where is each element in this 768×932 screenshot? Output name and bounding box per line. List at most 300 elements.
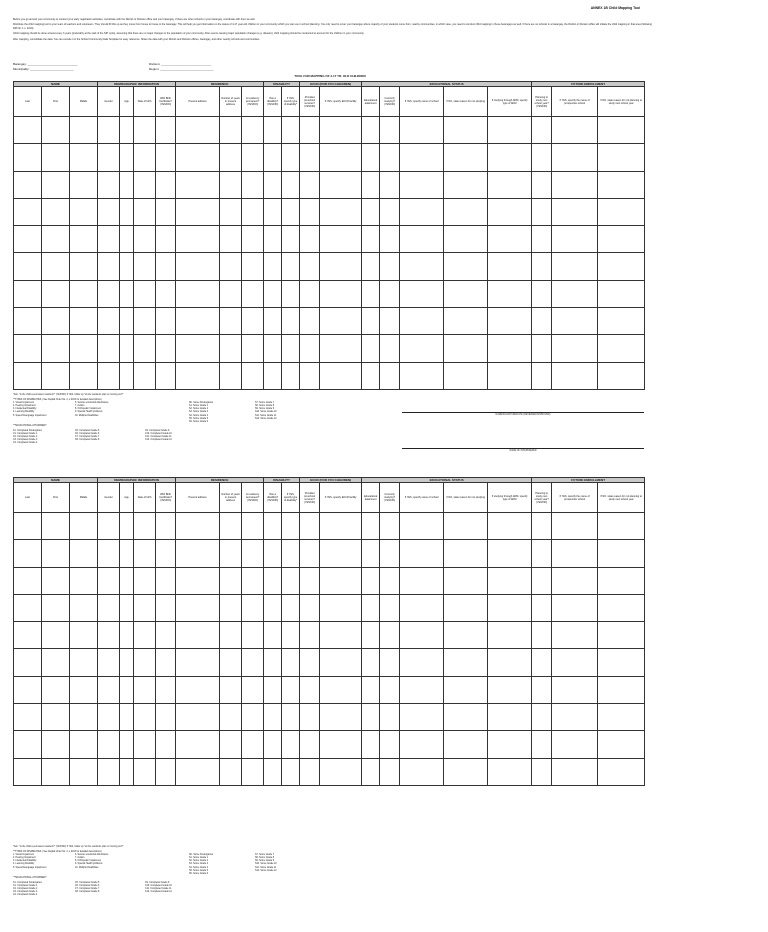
entry-cell[interactable] [532, 198, 552, 225]
entry-cell[interactable] [134, 144, 156, 171]
entry-cell[interactable] [362, 622, 380, 649]
entry-cell[interactable] [400, 540, 444, 567]
entry-cell[interactable] [282, 731, 300, 758]
entry-cell[interactable] [532, 649, 552, 676]
entry-cell[interactable] [444, 758, 488, 785]
entry-cell[interactable] [98, 335, 120, 362]
entry-cell[interactable] [134, 649, 156, 676]
entry-cell[interactable] [532, 676, 552, 703]
entry-cell[interactable] [488, 362, 532, 389]
barangay-field[interactable]: Barangay: ______________________________ [13, 62, 78, 66]
entry-cell[interactable] [70, 676, 98, 703]
entry-cell[interactable] [282, 144, 300, 171]
entry-cell[interactable] [488, 144, 532, 171]
entry-cell[interactable] [42, 226, 70, 253]
entry-cell[interactable] [598, 704, 645, 731]
entry-cell[interactable] [444, 308, 488, 335]
entry-cell[interactable] [532, 622, 552, 649]
entry-cell[interactable] [156, 567, 176, 594]
entry-cell[interactable] [70, 649, 98, 676]
entry-cell[interactable] [176, 362, 220, 389]
entry-cell[interactable] [264, 704, 282, 731]
entry-cell[interactable] [300, 731, 320, 758]
entry-cell[interactable] [156, 171, 176, 198]
entry-cell[interactable] [156, 731, 176, 758]
entry-cell[interactable] [282, 622, 300, 649]
entry-cell[interactable] [98, 253, 120, 280]
entry-cell[interactable] [176, 649, 220, 676]
entry-cell[interactable] [598, 731, 645, 758]
entry-cell[interactable] [120, 540, 134, 567]
entry-cell[interactable] [282, 280, 300, 307]
entry-cell[interactable] [42, 622, 70, 649]
entry-cell[interactable] [98, 622, 120, 649]
entry-cell[interactable] [156, 676, 176, 703]
entry-cell[interactable] [532, 540, 552, 567]
entry-cell[interactable] [120, 362, 134, 389]
entry-cell[interactable] [400, 704, 444, 731]
entry-cell[interactable] [362, 280, 380, 307]
entry-cell[interactable] [552, 362, 598, 389]
entry-cell[interactable] [598, 171, 645, 198]
entry-cell[interactable] [176, 676, 220, 703]
entry-cell[interactable] [134, 280, 156, 307]
entry-cell[interactable] [380, 280, 400, 307]
entry-cell[interactable] [300, 362, 320, 389]
entry-cell[interactable] [282, 198, 300, 225]
entry-cell[interactable] [400, 676, 444, 703]
entry-cell[interactable] [42, 704, 70, 731]
entry-cell[interactable] [598, 253, 645, 280]
entry-cell[interactable] [532, 731, 552, 758]
entry-cell[interactable] [134, 731, 156, 758]
entry-cell[interactable] [488, 280, 532, 307]
entry-cell[interactable] [70, 335, 98, 362]
entry-cell[interactable] [156, 226, 176, 253]
entry-cell[interactable] [176, 280, 220, 307]
entry-cell[interactable] [300, 513, 320, 540]
entry-cell[interactable] [552, 704, 598, 731]
entry-cell[interactable] [264, 362, 282, 389]
entry-cell[interactable] [444, 513, 488, 540]
entry-cell[interactable] [552, 731, 598, 758]
entry-cell[interactable] [176, 594, 220, 621]
entry-cell[interactable] [134, 171, 156, 198]
entry-cell[interactable] [220, 758, 242, 785]
entry-cell[interactable] [220, 117, 242, 144]
entry-cell[interactable] [98, 198, 120, 225]
entry-cell[interactable] [242, 308, 264, 335]
entry-cell[interactable] [264, 594, 282, 621]
entry-cell[interactable] [282, 704, 300, 731]
entry-cell[interactable] [362, 253, 380, 280]
entry-cell[interactable] [488, 171, 532, 198]
entry-cell[interactable] [400, 144, 444, 171]
entry-cell[interactable] [320, 649, 362, 676]
entry-cell[interactable] [176, 567, 220, 594]
entry-cell[interactable] [300, 622, 320, 649]
entry-cell[interactable] [400, 198, 444, 225]
entry-cell[interactable] [380, 144, 400, 171]
entry-cell[interactable] [300, 594, 320, 621]
entry-cell[interactable] [532, 226, 552, 253]
entry-cell[interactable] [42, 513, 70, 540]
entry-cell[interactable] [156, 144, 176, 171]
entry-cell[interactable] [42, 362, 70, 389]
entry-cell[interactable] [320, 594, 362, 621]
entry-cell[interactable] [70, 144, 98, 171]
entry-cell[interactable] [42, 731, 70, 758]
entry-cell[interactable] [380, 226, 400, 253]
entry-cell[interactable] [98, 649, 120, 676]
entry-cell[interactable] [14, 117, 42, 144]
entry-cell[interactable] [444, 594, 488, 621]
entry-cell[interactable] [242, 335, 264, 362]
entry-cell[interactable] [14, 758, 42, 785]
entry-cell[interactable] [444, 731, 488, 758]
entry-cell[interactable] [70, 198, 98, 225]
entry-cell[interactable] [220, 253, 242, 280]
entry-cell[interactable] [552, 144, 598, 171]
entry-cell[interactable] [444, 226, 488, 253]
entry-cell[interactable] [264, 280, 282, 307]
entry-cell[interactable] [598, 594, 645, 621]
entry-cell[interactable] [156, 622, 176, 649]
entry-cell[interactable] [156, 704, 176, 731]
entry-cell[interactable] [156, 335, 176, 362]
entry-cell[interactable] [220, 308, 242, 335]
entry-cell[interactable] [400, 622, 444, 649]
entry-cell[interactable] [444, 117, 488, 144]
entry-cell[interactable] [362, 567, 380, 594]
entry-cell[interactable] [120, 335, 134, 362]
entry-cell[interactable] [134, 676, 156, 703]
entry-cell[interactable] [220, 144, 242, 171]
entry-cell[interactable] [362, 513, 380, 540]
entry-cell[interactable] [242, 649, 264, 676]
entry-cell[interactable] [176, 226, 220, 253]
entry-cell[interactable] [120, 226, 134, 253]
entry-cell[interactable] [488, 649, 532, 676]
entry-cell[interactable] [598, 308, 645, 335]
entry-cell[interactable] [598, 649, 645, 676]
entry-cell[interactable] [134, 226, 156, 253]
entry-cell[interactable] [156, 758, 176, 785]
entry-cell[interactable] [156, 649, 176, 676]
entry-cell[interactable] [362, 308, 380, 335]
entry-cell[interactable] [532, 308, 552, 335]
entry-cell[interactable] [400, 308, 444, 335]
entry-cell[interactable] [264, 117, 282, 144]
municipality-field[interactable]: Municipality: __________________________ [13, 66, 74, 71]
entry-cell[interactable] [532, 280, 552, 307]
entry-cell[interactable] [400, 731, 444, 758]
entry-cell[interactable] [400, 335, 444, 362]
entry-cell[interactable] [320, 308, 362, 335]
entry-cell[interactable] [320, 540, 362, 567]
entry-cell[interactable] [242, 758, 264, 785]
entry-cell[interactable] [282, 540, 300, 567]
entry-cell[interactable] [552, 513, 598, 540]
entry-cell[interactable] [552, 280, 598, 307]
entry-cell[interactable] [444, 171, 488, 198]
entry-cell[interactable] [362, 198, 380, 225]
entry-cell[interactable] [242, 117, 264, 144]
entry-cell[interactable] [14, 198, 42, 225]
entry-cell[interactable] [320, 676, 362, 703]
entry-cell[interactable] [42, 594, 70, 621]
entry-cell[interactable] [120, 308, 134, 335]
entry-cell[interactable] [380, 676, 400, 703]
entry-cell[interactable] [156, 362, 176, 389]
entry-cell[interactable] [552, 540, 598, 567]
entry-cell[interactable] [444, 280, 488, 307]
entry-cell[interactable] [362, 171, 380, 198]
entry-cell[interactable] [220, 226, 242, 253]
entry-cell[interactable] [264, 198, 282, 225]
entry-cell[interactable] [134, 308, 156, 335]
entry-cell[interactable] [362, 144, 380, 171]
entry-cell[interactable] [14, 567, 42, 594]
entry-cell[interactable] [120, 280, 134, 307]
entry-cell[interactable] [42, 649, 70, 676]
entry-cell[interactable] [488, 308, 532, 335]
entry-cell[interactable] [282, 253, 300, 280]
entry-cell[interactable] [14, 308, 42, 335]
entry-cell[interactable] [220, 676, 242, 703]
entry-cell[interactable] [320, 362, 362, 389]
entry-cell[interactable] [488, 226, 532, 253]
entry-cell[interactable] [598, 280, 645, 307]
entry-cell[interactable] [220, 731, 242, 758]
entry-cell[interactable] [552, 622, 598, 649]
entry-cell[interactable] [70, 594, 98, 621]
entry-cell[interactable] [134, 198, 156, 225]
entry-cell[interactable] [242, 731, 264, 758]
entry-cell[interactable] [42, 171, 70, 198]
entry-cell[interactable] [362, 731, 380, 758]
entry-cell[interactable] [488, 513, 532, 540]
entry-cell[interactable] [532, 253, 552, 280]
entry-cell[interactable] [400, 117, 444, 144]
entry-cell[interactable] [42, 335, 70, 362]
entry-cell[interactable] [444, 335, 488, 362]
entry-cell[interactable] [488, 758, 532, 785]
entry-cell[interactable] [598, 335, 645, 362]
entry-cell[interactable] [98, 731, 120, 758]
entry-cell[interactable] [380, 704, 400, 731]
entry-cell[interactable] [242, 513, 264, 540]
entry-cell[interactable] [134, 622, 156, 649]
entry-cell[interactable] [400, 171, 444, 198]
entry-cell[interactable] [14, 622, 42, 649]
entry-cell[interactable] [98, 513, 120, 540]
entry-cell[interactable] [488, 540, 532, 567]
entry-cell[interactable] [532, 362, 552, 389]
entry-cell[interactable] [552, 171, 598, 198]
entry-cell[interactable] [532, 758, 552, 785]
entry-cell[interactable] [70, 758, 98, 785]
entry-cell[interactable] [444, 540, 488, 567]
entry-cell[interactable] [134, 335, 156, 362]
entry-cell[interactable] [282, 117, 300, 144]
entry-cell[interactable] [380, 567, 400, 594]
entry-cell[interactable] [300, 253, 320, 280]
entry-cell[interactable] [380, 649, 400, 676]
entry-cell[interactable] [552, 649, 598, 676]
entry-cell[interactable] [264, 731, 282, 758]
entry-cell[interactable] [380, 362, 400, 389]
entry-cell[interactable] [300, 567, 320, 594]
entry-cell[interactable] [14, 226, 42, 253]
entry-cell[interactable] [98, 676, 120, 703]
entry-cell[interactable] [282, 171, 300, 198]
entry-cell[interactable] [98, 280, 120, 307]
entry-cell[interactable] [488, 594, 532, 621]
entry-cell[interactable] [156, 594, 176, 621]
entry-cell[interactable] [264, 171, 282, 198]
entry-cell[interactable] [134, 253, 156, 280]
entry-cell[interactable] [320, 758, 362, 785]
entry-cell[interactable] [242, 226, 264, 253]
entry-cell[interactable] [552, 335, 598, 362]
entry-cell[interactable] [14, 594, 42, 621]
entry-cell[interactable] [220, 513, 242, 540]
entry-cell[interactable] [598, 540, 645, 567]
entry-cell[interactable] [380, 513, 400, 540]
entry-cell[interactable] [98, 704, 120, 731]
entry-cell[interactable] [14, 362, 42, 389]
entry-cell[interactable] [362, 649, 380, 676]
entry-cell[interactable] [242, 704, 264, 731]
entry-cell[interactable] [242, 362, 264, 389]
entry-cell[interactable] [176, 117, 220, 144]
entry-cell[interactable] [320, 198, 362, 225]
entry-cell[interactable] [134, 513, 156, 540]
entry-cell[interactable] [300, 226, 320, 253]
entry-cell[interactable] [400, 253, 444, 280]
entry-cell[interactable] [42, 280, 70, 307]
entry-cell[interactable] [42, 144, 70, 171]
entry-cell[interactable] [176, 540, 220, 567]
entry-cell[interactable] [176, 171, 220, 198]
entry-cell[interactable] [488, 704, 532, 731]
entry-cell[interactable] [70, 567, 98, 594]
entry-cell[interactable] [300, 704, 320, 731]
entry-cell[interactable] [264, 676, 282, 703]
entry-cell[interactable] [98, 758, 120, 785]
entry-cell[interactable] [598, 198, 645, 225]
entry-cell[interactable] [532, 117, 552, 144]
entry-cell[interactable] [400, 226, 444, 253]
entry-cell[interactable] [320, 280, 362, 307]
entry-cell[interactable] [300, 649, 320, 676]
entry-cell[interactable] [70, 308, 98, 335]
entry-cell[interactable] [282, 362, 300, 389]
entry-cell[interactable] [380, 117, 400, 144]
entry-cell[interactable] [320, 117, 362, 144]
entry-cell[interactable] [14, 171, 42, 198]
entry-cell[interactable] [380, 335, 400, 362]
entry-cell[interactable] [42, 308, 70, 335]
entry-cell[interactable] [134, 704, 156, 731]
entry-cell[interactable] [532, 594, 552, 621]
entry-cell[interactable] [70, 513, 98, 540]
entry-cell[interactable] [70, 253, 98, 280]
entry-cell[interactable] [400, 567, 444, 594]
entry-cell[interactable] [444, 649, 488, 676]
entry-cell[interactable] [552, 594, 598, 621]
entry-cell[interactable] [300, 144, 320, 171]
entry-cell[interactable] [120, 758, 134, 785]
entry-cell[interactable] [400, 513, 444, 540]
entry-cell[interactable] [598, 362, 645, 389]
entry-cell[interactable] [14, 676, 42, 703]
entry-cell[interactable] [156, 280, 176, 307]
entry-cell[interactable] [300, 117, 320, 144]
entry-cell[interactable] [598, 513, 645, 540]
entry-cell[interactable] [156, 198, 176, 225]
entry-cell[interactable] [98, 171, 120, 198]
entry-cell[interactable] [176, 198, 220, 225]
entry-cell[interactable] [320, 731, 362, 758]
entry-cell[interactable] [42, 567, 70, 594]
entry-cell[interactable] [552, 676, 598, 703]
entry-cell[interactable] [220, 649, 242, 676]
entry-cell[interactable] [14, 144, 42, 171]
entry-cell[interactable] [98, 567, 120, 594]
entry-cell[interactable] [400, 280, 444, 307]
entry-cell[interactable] [264, 649, 282, 676]
entry-cell[interactable] [380, 253, 400, 280]
entry-cell[interactable] [70, 171, 98, 198]
entry-cell[interactable] [220, 540, 242, 567]
entry-cell[interactable] [362, 594, 380, 621]
entry-cell[interactable] [264, 622, 282, 649]
entry-cell[interactable] [242, 253, 264, 280]
entry-cell[interactable] [156, 117, 176, 144]
entry-cell[interactable] [42, 540, 70, 567]
entry-cell[interactable] [282, 676, 300, 703]
entry-cell[interactable] [400, 758, 444, 785]
entry-cell[interactable] [42, 676, 70, 703]
entry-cell[interactable] [220, 704, 242, 731]
entry-cell[interactable] [282, 758, 300, 785]
entry-cell[interactable] [282, 308, 300, 335]
entry-cell[interactable] [98, 594, 120, 621]
entry-cell[interactable] [380, 540, 400, 567]
entry-cell[interactable] [176, 144, 220, 171]
entry-cell[interactable] [176, 704, 220, 731]
entry-cell[interactable] [488, 567, 532, 594]
entry-cell[interactable] [120, 253, 134, 280]
entry-cell[interactable] [264, 226, 282, 253]
entry-cell[interactable] [444, 676, 488, 703]
entry-cell[interactable] [242, 198, 264, 225]
entry-cell[interactable] [98, 362, 120, 389]
entry-cell[interactable] [220, 567, 242, 594]
entry-cell[interactable] [98, 308, 120, 335]
entry-cell[interactable] [120, 198, 134, 225]
entry-cell[interactable] [264, 144, 282, 171]
entry-cell[interactable] [362, 335, 380, 362]
entry-cell[interactable] [264, 758, 282, 785]
entry-cell[interactable] [320, 253, 362, 280]
entry-cell[interactable] [552, 758, 598, 785]
entry-cell[interactable] [264, 540, 282, 567]
entry-cell[interactable] [98, 144, 120, 171]
entry-cell[interactable] [362, 362, 380, 389]
